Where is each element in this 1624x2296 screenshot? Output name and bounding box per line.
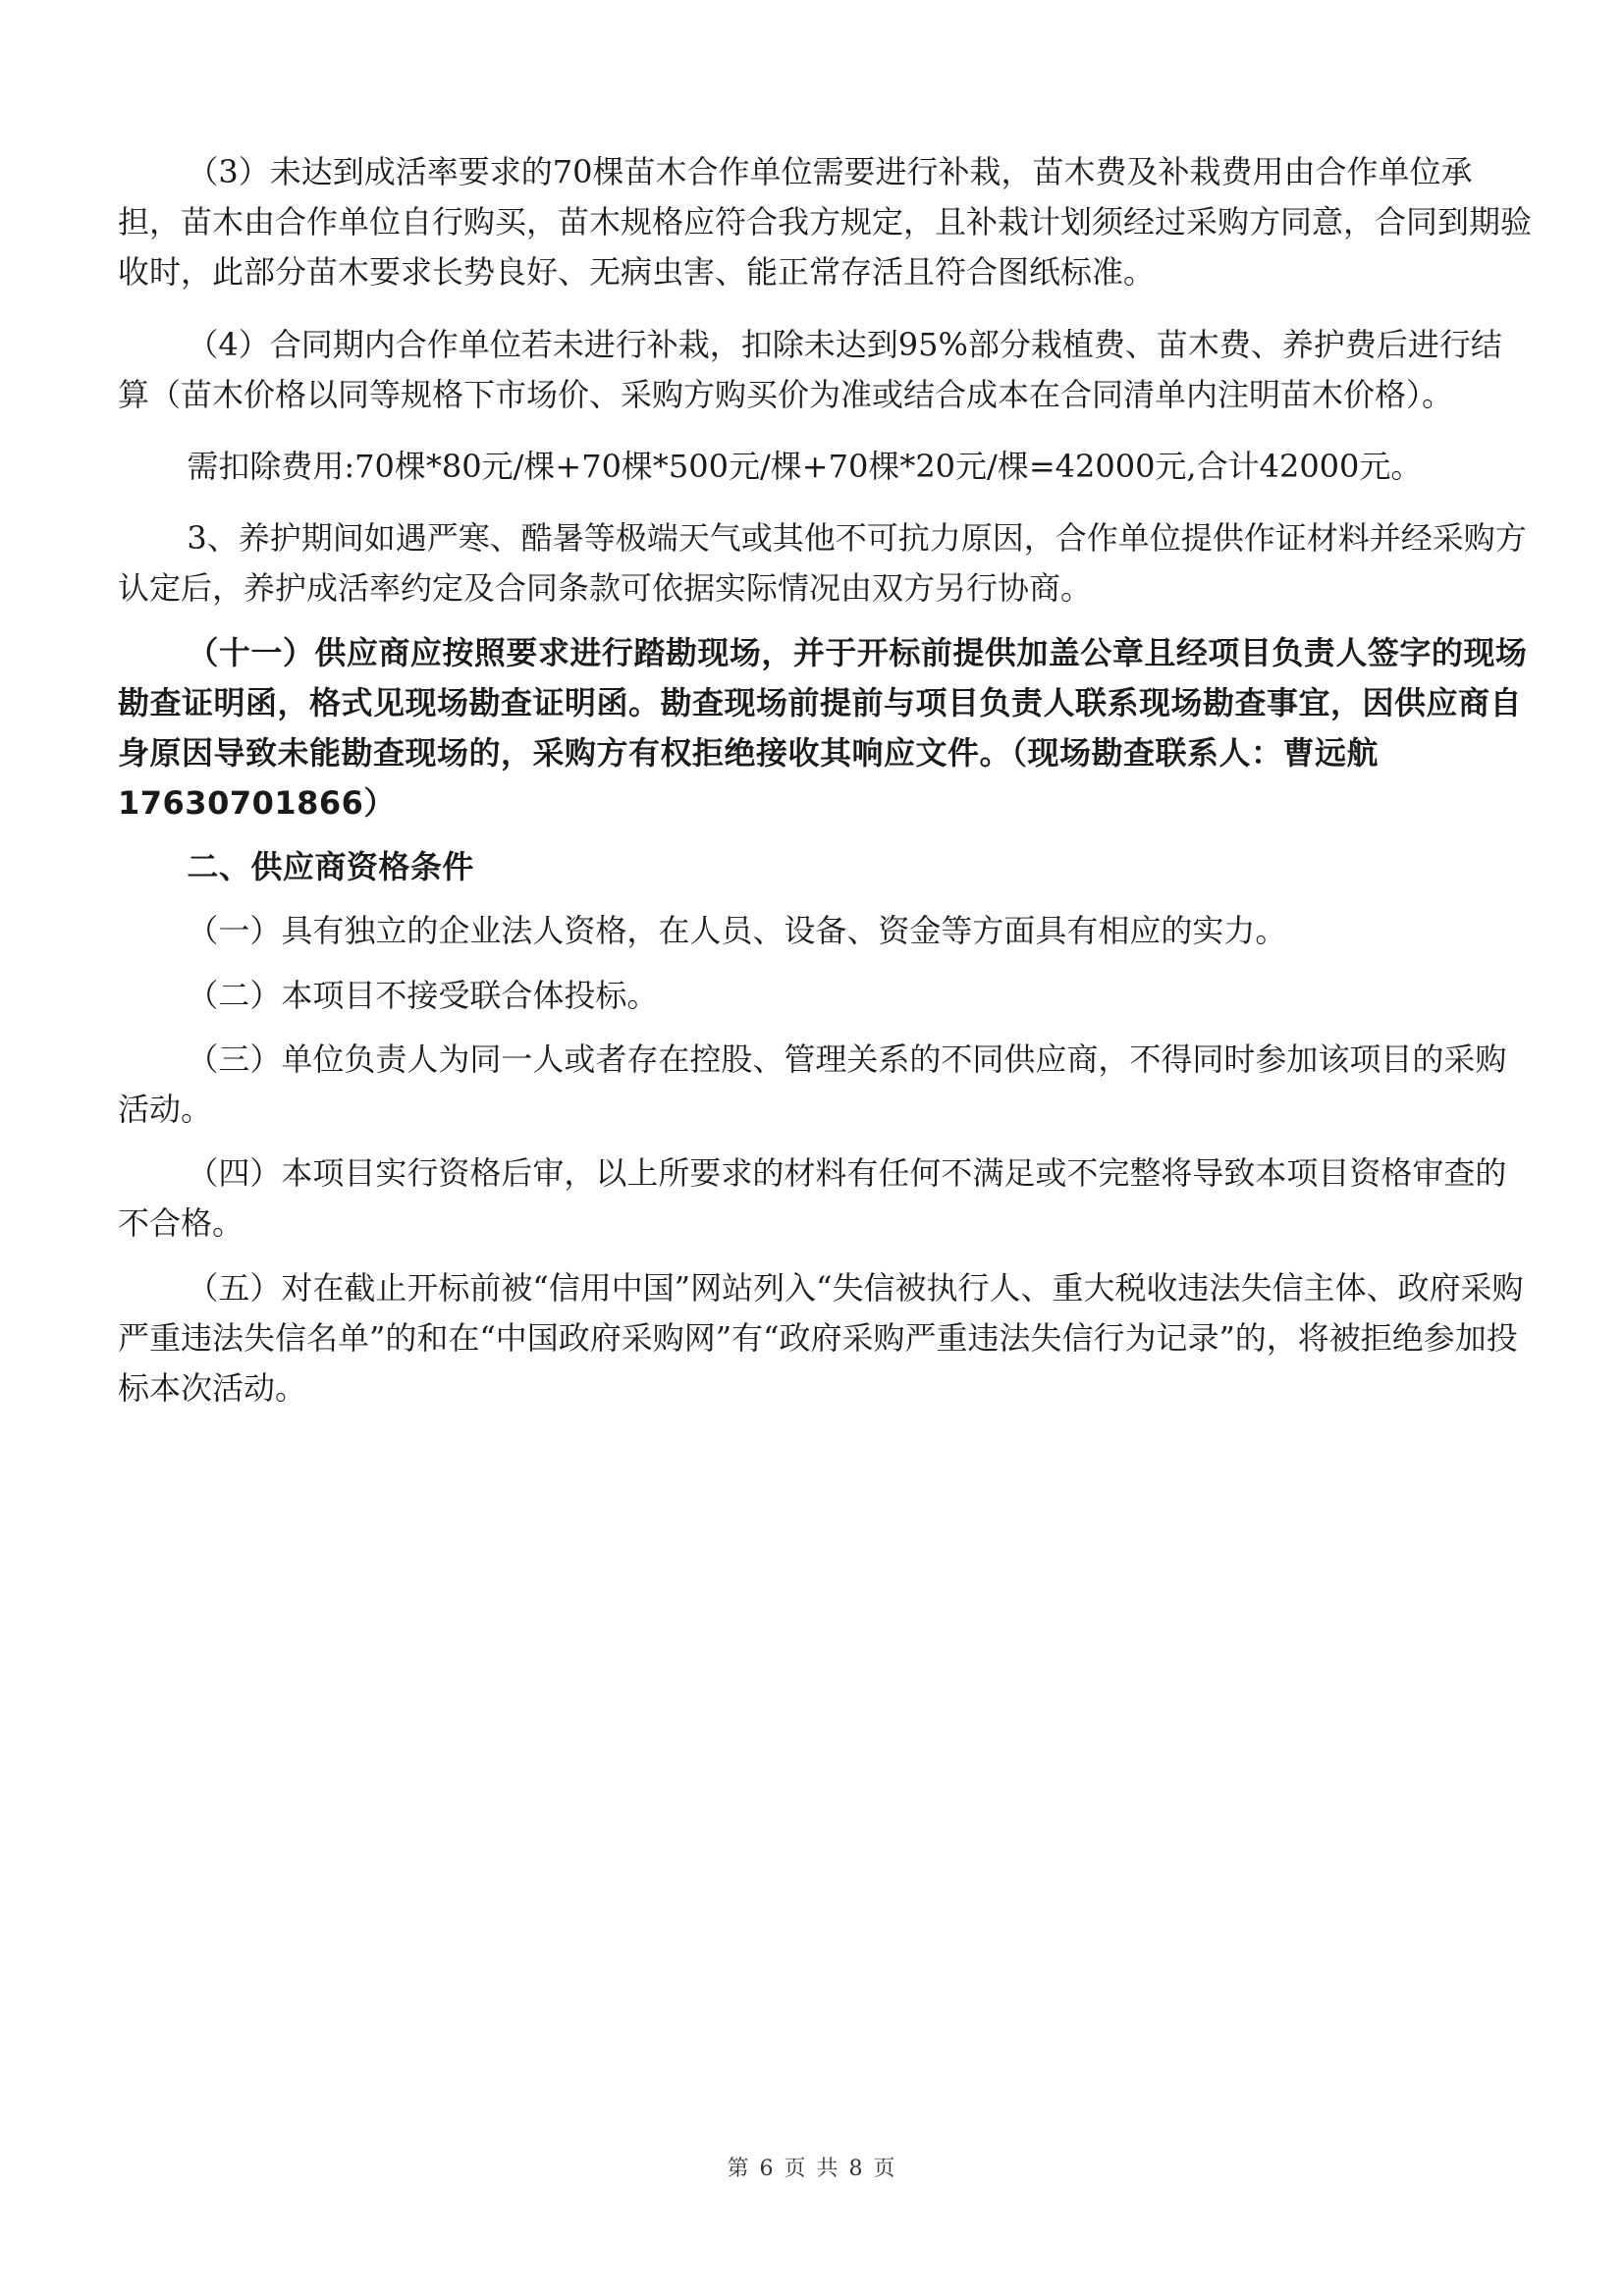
- paragraph-site-survey: （十一）供应商应按照要求进行踏勘现场，并于开标前提供加盖公章且经项目负责人签字的现场勘查证明函，格式见现场勘查证明函。勘查现场前提前与项目负责人联系现场勘查事宜，因供应商自身原因导致未能勘查现场的，采购方有权拒绝接收其响应文件。（现场勘查联系人：曹远航 17630701866）: [118, 633, 1528, 823]
- qualification-item-3: （三）单位负责人为同一人或者存在控股、管理关系的不同供应商，不得同时参加该项目的采购活动。: [118, 1040, 1507, 1128]
- qualification-item-2: （二）本项目不接受联合体投标。: [187, 976, 659, 1014]
- page-footer: [0, 2152, 1624, 2182]
- paragraph-force-majeure: 3、养护期间如遇严寒、酷暑等极端天气或其他不可抗力原因，合作单位提供作证材料并经采购方认定后，养护成活率约定及合同条款可依据实际情况由双方另行协商。: [118, 519, 1527, 608]
- qualification-item-1: （一）具有独立的企业法人资格，在人员、设备、资金等方面具有相应的实力。: [187, 912, 1287, 950]
- paragraph-deduction-calculation: 需扣除费用:70棵*80元/棵+70棵*500元/棵+70棵*20元/棵=42000元,合计42000元。: [187, 447, 1423, 485]
- page-number-label: 第 6 页 共 8 页: [727, 2157, 897, 2181]
- paragraph-settlement-deduction: （4）合同期内合作单位若未进行补栽，扣除未达到95%部分栽植费、苗木费、养护费后进行结算（苗木价格以同等规格下市场价、采购方购买价为准或结合成本在合同清单内注明苗木价格）。: [118, 325, 1502, 413]
- qualification-item-4: （四）本项目实行资格后审，以上所要求的材料有任何不满足或不完整将导致本项目资格审查的不合格。: [118, 1154, 1507, 1243]
- section-heading-qualifications: 二、供应商资格条件: [187, 848, 474, 886]
- paragraph-replanting-requirement: （3）未达到成活率要求的70棵苗木合作单位需要进行补栽，苗木费及补栽费用由合作单位承担，苗木由合作单位自行购买，苗木规格应符合我方规定，且补栽计划须经过采购方同意，合同到期验收时，此部分苗木要求长势良好、无病虫害、能正常存活且符合图纸标准。: [118, 153, 1533, 292]
- document-body: [118, 147, 1532, 1414]
- qualification-item-5: （五）对在截止开标前被“信用中国”网站列入“失信被执行人、重大税收违法失信主体、政府采购严重违法失信名单”的和在“中国政府采购网”有“政府采购严重违法失信行为记录”的，将被拒绝参加投标本次活动。: [118, 1268, 1524, 1407]
